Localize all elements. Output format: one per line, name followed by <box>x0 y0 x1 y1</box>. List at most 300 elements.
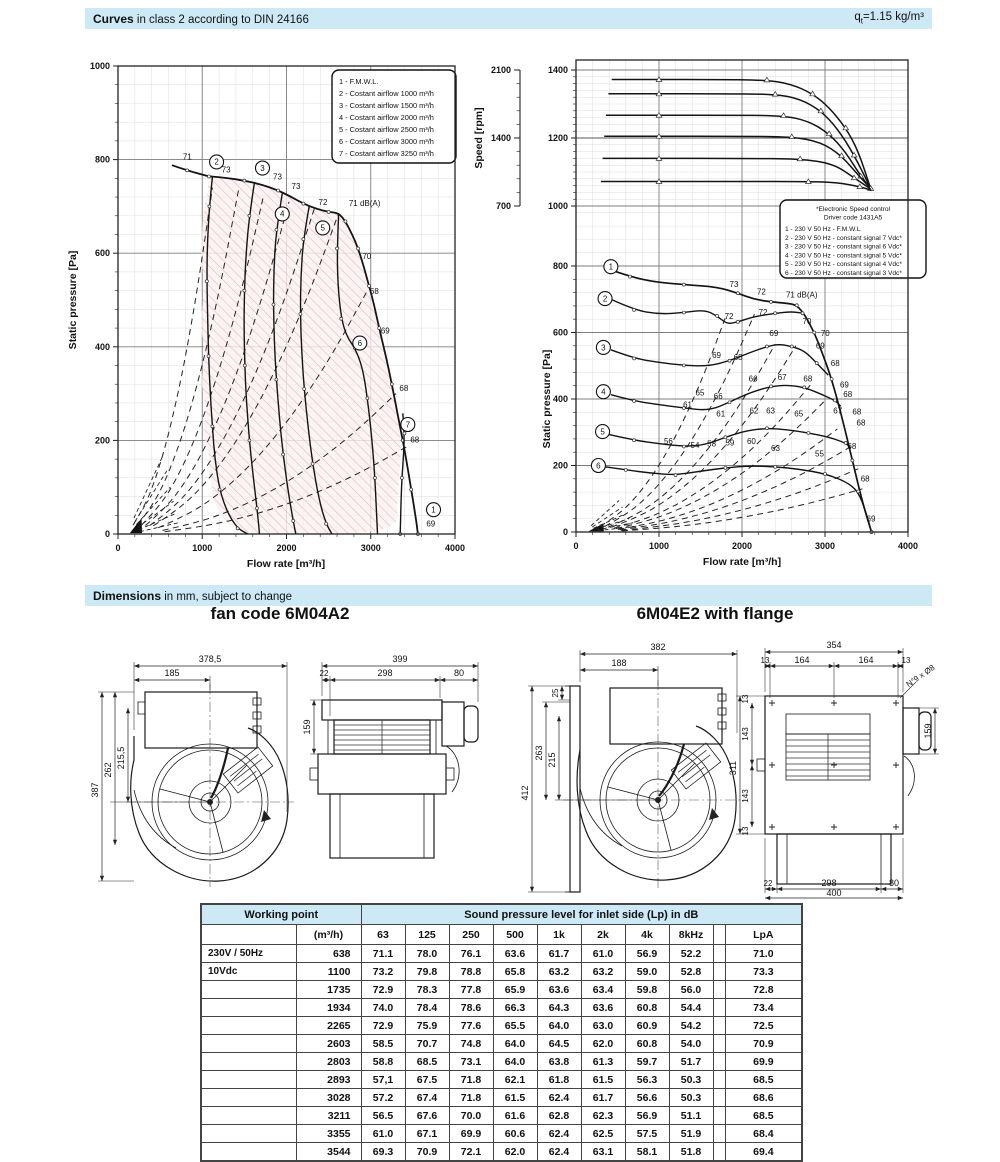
table-cell: 1100 <box>296 963 361 981</box>
table-cell: 79.8 <box>405 963 449 981</box>
table-cell: 63.0 <box>581 1017 625 1035</box>
table-cell: 65.9 <box>493 981 537 999</box>
svg-text:700: 700 <box>495 201 511 211</box>
dim-382: 382 <box>650 642 666 652</box>
svg-text:55: 55 <box>815 449 824 459</box>
svg-text:68: 68 <box>399 383 409 393</box>
table-cell: 3028 <box>296 1089 361 1107</box>
table-cell: 73.1 <box>449 1053 493 1071</box>
svg-text:68: 68 <box>852 407 862 417</box>
table-cell: 64.0 <box>537 1017 581 1035</box>
table-column-header <box>713 925 725 945</box>
table-cell <box>201 1017 296 1035</box>
drawing-title-left: fan code 6M04A2 <box>210 604 350 623</box>
table-cell: 60.8 <box>625 1035 669 1053</box>
svg-text:0: 0 <box>104 529 110 539</box>
table-group-working-point: Working point <box>201 904 361 925</box>
table-cell: 75.9 <box>405 1017 449 1035</box>
table-column-header: 8kHz <box>669 925 713 945</box>
table-cell: 71.8 <box>449 1089 493 1107</box>
svg-text:60: 60 <box>746 437 756 447</box>
table-cell: 51.8 <box>669 1143 713 1162</box>
curves-header-band <box>85 8 932 29</box>
table-cell: 1934 <box>296 999 361 1017</box>
dimensions-header-title: Dimensions in mm, subject to change <box>93 588 293 603</box>
table-cell: 62.1 <box>493 1071 537 1089</box>
svg-text:61: 61 <box>683 400 692 410</box>
svg-text:6: 6 <box>357 338 363 348</box>
table-row <box>201 1143 802 1162</box>
svg-text:69: 69 <box>380 326 390 336</box>
svg-text:3: 3 <box>601 343 606 353</box>
table-cell: 58.1 <box>625 1143 669 1162</box>
dim-262: 262 <box>103 762 113 778</box>
svg-text:600: 600 <box>552 327 568 338</box>
table-cell: 73.3 <box>725 963 802 981</box>
table-cell: 70.9 <box>725 1035 802 1053</box>
table-cell: 54.0 <box>669 1035 713 1053</box>
table-cell <box>713 1017 725 1035</box>
table-cell: 63.6 <box>537 981 581 999</box>
table-cell: 60.9 <box>625 1017 669 1035</box>
table-row <box>201 981 802 999</box>
table-cell: 69.9 <box>725 1053 802 1071</box>
svg-text:68: 68 <box>733 352 743 362</box>
table-cell: 70.7 <box>405 1035 449 1053</box>
svg-text:2 - 230 V 50 Hz - constant sig: 2 - 230 V 50 Hz - constant signal 7 Vdc* <box>785 234 902 242</box>
table-cell: 63.6 <box>493 945 537 963</box>
svg-text:71 dB(A): 71 dB(A) <box>785 290 818 300</box>
svg-text:73: 73 <box>221 165 231 175</box>
svg-text:2000: 2000 <box>731 541 753 551</box>
table-cell: 68.4 <box>725 1125 802 1143</box>
svg-text:5 - 230 V 50 Hz - constant sig: 5 - 230 V 50 Hz - constant signal 4 Vdc* <box>785 261 902 269</box>
table-cell: 63.1 <box>581 1143 625 1162</box>
svg-text:Static pressure [Pa]: Static pressure [Pa] <box>67 250 79 350</box>
table-cell: 73.4 <box>725 999 802 1017</box>
dim-412: 412 <box>520 785 530 801</box>
svg-text:2100: 2100 <box>490 65 511 75</box>
dim-298b: 298 <box>821 878 837 888</box>
svg-text:73: 73 <box>291 182 301 192</box>
svg-text:62: 62 <box>749 406 759 416</box>
svg-text:200: 200 <box>94 435 110 446</box>
dim-80: 80 <box>453 668 465 678</box>
table-row <box>201 1089 802 1107</box>
dim-164: 164 <box>794 655 810 665</box>
table-cell <box>201 1053 296 1071</box>
table-cell: 70.9 <box>405 1143 449 1162</box>
table-cell <box>201 999 296 1017</box>
svg-text:68: 68 <box>830 358 840 368</box>
svg-text:7: 7 <box>405 420 411 430</box>
table-cell: 65.8 <box>493 963 537 981</box>
table-cell <box>201 1107 296 1125</box>
table-cell: 61.8 <box>537 1071 581 1089</box>
drawing-title-right: 6M04E2 with flange <box>636 604 794 623</box>
svg-text:63: 63 <box>771 443 780 453</box>
svg-text:4: 4 <box>601 387 606 397</box>
table-row <box>201 999 802 1017</box>
svg-text:73: 73 <box>729 279 739 289</box>
svg-text:1400: 1400 <box>490 133 511 143</box>
table-row <box>201 1017 802 1035</box>
svg-text:68: 68 <box>369 286 379 296</box>
svg-text:69: 69 <box>426 519 436 529</box>
svg-text:3000: 3000 <box>814 541 836 551</box>
svg-text:1000: 1000 <box>547 201 568 211</box>
svg-text:Speed [rpm]: Speed [rpm] <box>473 107 485 169</box>
table-cell: 62.5 <box>581 1125 625 1143</box>
table-cell: 56.9 <box>625 1107 669 1125</box>
table-cell: 69.3 <box>361 1143 405 1162</box>
table-cell: 63.4 <box>581 981 625 999</box>
table-cell <box>713 1125 725 1143</box>
table-cell: 10Vdc <box>201 963 296 981</box>
table-cell: 64.5 <box>537 1035 581 1053</box>
front-view <box>310 700 478 858</box>
table-cell: 78.8 <box>449 963 493 981</box>
dim-378-5: 378,5 <box>198 654 222 664</box>
svg-text:5 - Costant airflow 2500 m³/h: 5 - Costant airflow 2500 m³/h <box>339 125 434 134</box>
svg-text:1400: 1400 <box>547 65 568 75</box>
table-cell: 62.3 <box>581 1107 625 1125</box>
svg-text:1200: 1200 <box>547 133 568 143</box>
svg-text:68: 68 <box>803 374 813 384</box>
table-cell: 2603 <box>296 1035 361 1053</box>
dim-400: 400 <box>826 888 842 898</box>
table-cell <box>201 1071 296 1089</box>
svg-text:1000: 1000 <box>648 541 670 551</box>
svg-text:70: 70 <box>362 251 372 261</box>
table-cell: 59.0 <box>625 963 669 981</box>
svg-text:800: 800 <box>552 261 568 271</box>
table-cell: 67.1 <box>405 1125 449 1143</box>
dim-143: 143 <box>741 727 750 741</box>
table-cell: 72.9 <box>361 981 405 999</box>
svg-text:600: 600 <box>94 248 110 259</box>
table-cell <box>201 1035 296 1053</box>
table-cell <box>201 1089 296 1107</box>
table-cell <box>713 1053 725 1071</box>
table-row <box>201 963 802 981</box>
svg-text:67: 67 <box>777 373 787 383</box>
dim-13: 13 <box>760 656 770 665</box>
table-cell: 64.3 <box>537 999 581 1017</box>
table-cell: 56.9 <box>625 945 669 963</box>
svg-text:*Electronic Speed control: *Electronic Speed control <box>815 206 891 213</box>
svg-text:61: 61 <box>716 409 726 419</box>
table-row <box>201 945 802 963</box>
table-cell: 71.0 <box>725 945 802 963</box>
table-cell <box>201 1143 296 1162</box>
table-cell: 77.8 <box>449 981 493 999</box>
svg-text:72: 72 <box>756 287 766 297</box>
svg-text:2000: 2000 <box>276 543 297 553</box>
svg-text:2 - Costant airflow 1000 m³/h: 2 - Costant airflow 1000 m³/h <box>339 89 434 98</box>
table-cell: 78.6 <box>449 999 493 1017</box>
table-cell: 73.2 <box>361 963 405 981</box>
table-cell: 63.6 <box>581 999 625 1017</box>
table-cell: 69.4 <box>725 1143 802 1162</box>
table-cell: 58.5 <box>361 1035 405 1053</box>
svg-text:73: 73 <box>273 172 282 182</box>
table-cell: 76.1 <box>449 945 493 963</box>
svg-text:5: 5 <box>600 427 605 437</box>
svg-text:66: 66 <box>748 374 758 384</box>
svg-text:68: 68 <box>847 441 857 451</box>
svg-text:0: 0 <box>115 543 121 553</box>
dim-263: 263 <box>534 745 544 761</box>
dim-311: 311 <box>728 760 738 776</box>
svg-text:1: 1 <box>431 505 436 515</box>
svg-text:200: 200 <box>552 460 568 471</box>
table-cell: 66.3 <box>493 999 537 1017</box>
svg-text:4: 4 <box>280 209 285 219</box>
dim-13b: 13 <box>901 656 911 665</box>
table-cell: 52.8 <box>669 963 713 981</box>
svg-text:3: 3 <box>260 163 265 173</box>
table-cell: 62.0 <box>581 1035 625 1053</box>
table-cell: 67.4 <box>405 1089 449 1107</box>
svg-text:5: 5 <box>320 223 325 233</box>
svg-text:69: 69 <box>815 341 825 351</box>
svg-text:63: 63 <box>766 406 775 416</box>
table-cell: 68.5 <box>725 1071 802 1089</box>
table-cell: 3355 <box>296 1125 361 1143</box>
svg-text:66: 66 <box>713 392 723 401</box>
table-cell: 69.9 <box>449 1125 493 1143</box>
table-cell: 63.2 <box>537 963 581 981</box>
table-cell: 51.7 <box>669 1053 713 1071</box>
table-cell: 67.5 <box>405 1071 449 1089</box>
dim-215-5: 215,5 <box>116 746 126 770</box>
table-row <box>201 1053 802 1071</box>
svg-text:7 - Costant airflow 3250 m³/h: 7 - Costant airflow 3250 m³/h <box>339 149 434 158</box>
front-view-flanged <box>757 696 931 884</box>
svg-text:Static pressure [Pa]: Static pressure [Pa] <box>541 349 553 449</box>
svg-text:71: 71 <box>182 152 192 162</box>
dim-80b: 80 <box>888 878 900 888</box>
table-cell <box>713 981 725 999</box>
table-cell: 61.7 <box>581 1089 625 1107</box>
table-cell <box>713 1107 725 1125</box>
table-cell: 68.5 <box>405 1053 449 1071</box>
svg-text:1 - 230 V 50 Hz - F.M.W.L: 1 - 230 V 50 Hz - F.M.W.L <box>785 226 861 233</box>
table-cell: 1735 <box>296 981 361 999</box>
table-cell <box>713 999 725 1017</box>
svg-text:6 - Costant airflow 3000 m³/h: 6 - Costant airflow 3000 m³/h <box>339 137 434 146</box>
svg-text:6 - 230 V 50 Hz - constant sig: 6 - 230 V 50 Hz - constant signal 3 Vdc* <box>785 270 902 277</box>
table-cell: 78.3 <box>405 981 449 999</box>
svg-text:56: 56 <box>663 437 673 447</box>
table-cell: 68.6 <box>725 1089 802 1107</box>
table-cell: 54.2 <box>669 1017 713 1035</box>
table-cell: 51.9 <box>669 1125 713 1143</box>
svg-text:800: 800 <box>94 154 110 165</box>
table-column-header: 1k <box>537 925 581 945</box>
performance-curves-chart <box>60 48 465 576</box>
svg-text:Flow rate [m³/h]: Flow rate [m³/h] <box>702 556 782 568</box>
table-cell: 74.0 <box>361 999 405 1017</box>
svg-text:68: 68 <box>843 390 853 400</box>
dimensions-header-band <box>85 585 932 606</box>
svg-text:Flow rate [m³/h]: Flow rate [m³/h] <box>246 558 326 570</box>
table-cell: 61.5 <box>493 1089 537 1107</box>
svg-text:1 - F.M.W.L.: 1 - F.M.W.L. <box>339 77 379 86</box>
table-cell: 72.8 <box>725 981 802 999</box>
table-cell: 61.3 <box>581 1053 625 1071</box>
svg-text:4 - 230 V 50 Hz - constant sig: 4 - 230 V 50 Hz - constant signal 5 Vdc* <box>785 252 902 260</box>
svg-text:3 - Costant airflow 1500 m³/h: 3 - Costant airflow 1500 m³/h <box>339 101 434 110</box>
table-cell: 56.6 <box>625 1089 669 1107</box>
table-cell: 68.5 <box>725 1107 802 1125</box>
svg-text:72: 72 <box>758 308 768 318</box>
table-cell: 61.0 <box>581 945 625 963</box>
svg-text:58: 58 <box>707 439 717 449</box>
svg-text:68: 68 <box>410 435 420 445</box>
table-cell: 230V / 50Hz <box>201 945 296 963</box>
table-cell: 71.8 <box>449 1071 493 1089</box>
air-density-value: $q_t=1.15$ kg/m³ <box>854 11 924 26</box>
dim-387: 387 <box>90 782 100 798</box>
table-row <box>201 1125 802 1143</box>
table-row <box>201 1071 802 1089</box>
table-cell <box>201 981 296 999</box>
table-column-header: 2k <box>581 925 625 945</box>
svg-text:1000: 1000 <box>192 543 213 553</box>
svg-text:2: 2 <box>214 157 219 167</box>
table-cell: 77.6 <box>449 1017 493 1035</box>
dim-354: 354 <box>826 640 842 650</box>
svg-text:4000: 4000 <box>444 543 466 553</box>
svg-text:70: 70 <box>802 316 812 326</box>
table-cell: 52.2 <box>669 945 713 963</box>
table-cell: 3211 <box>296 1107 361 1125</box>
table-cell: 2893 <box>296 1071 361 1089</box>
table-cell: 56.0 <box>669 981 713 999</box>
svg-text:2: 2 <box>602 294 608 304</box>
table-cell: 50.3 <box>669 1071 713 1089</box>
table-cell: 62.0 <box>493 1143 537 1162</box>
table-cell: 58.8 <box>361 1053 405 1071</box>
svg-text:67: 67 <box>833 406 843 416</box>
table-cell: 60.6 <box>493 1125 537 1143</box>
sound-table-head <box>201 904 802 945</box>
table-column-header: 4k <box>625 925 669 945</box>
table-cell: 78.4 <box>405 999 449 1017</box>
table-cell: 72.5 <box>725 1017 802 1035</box>
svg-text:1: 1 <box>608 262 614 272</box>
table-cell <box>713 945 725 963</box>
table-cell: 57,1 <box>361 1071 405 1089</box>
table-cell: 57.5 <box>625 1125 669 1143</box>
table-column-header <box>201 925 296 945</box>
scroll-side-view <box>126 684 294 887</box>
svg-text:72: 72 <box>724 312 734 322</box>
svg-text:3 - 230 V 50 Hz - constant sig: 3 - 230 V 50 Hz - constant signal 6 Vdc* <box>785 243 902 251</box>
table-cell <box>713 963 725 981</box>
svg-text:1000: 1000 <box>89 61 110 71</box>
table-cell <box>713 1143 725 1162</box>
table-cell: 54.4 <box>669 999 713 1017</box>
table-row <box>201 1035 802 1053</box>
dim-25: 25 <box>551 688 560 698</box>
table-cell: 63.2 <box>581 963 625 981</box>
table-cell: 61.5 <box>581 1071 625 1089</box>
drawing-6M04A2 <box>88 640 488 890</box>
table-cell: 62.8 <box>537 1107 581 1125</box>
table-cell: 64.0 <box>493 1053 537 1071</box>
dim-holes-note: N°9 x Ø8 <box>904 662 937 689</box>
dim-159b: 159 <box>923 723 933 739</box>
table-cell: 64.0 <box>493 1035 537 1053</box>
dim-159: 159 <box>302 719 312 735</box>
table-column-header: 250 <box>449 925 493 945</box>
svg-text:400: 400 <box>552 394 568 404</box>
dim-143b: 143 <box>741 789 750 803</box>
table-cell: 74.8 <box>449 1035 493 1053</box>
table-cell: 60.8 <box>625 999 669 1017</box>
table-cell: 2265 <box>296 1017 361 1035</box>
svg-text:400: 400 <box>94 341 110 352</box>
table-column-header: 500 <box>493 925 537 945</box>
table-cell: 2803 <box>296 1053 361 1071</box>
table-cell: 56.3 <box>625 1071 669 1089</box>
table-cell: 63.8 <box>537 1053 581 1071</box>
table-cell: 65.5 <box>493 1017 537 1035</box>
table-cell: 71.1 <box>361 945 405 963</box>
dim-185: 185 <box>164 668 180 678</box>
svg-text:4000: 4000 <box>897 541 919 551</box>
dim-188: 188 <box>611 658 627 668</box>
svg-text:4 - Costant airflow 2000 m³/h: 4 - Costant airflow 2000 m³/h <box>339 113 434 122</box>
svg-text:69: 69 <box>769 328 779 338</box>
table-cell <box>713 1089 725 1107</box>
drawing-6M04E2 <box>518 638 942 900</box>
table-cell <box>713 1035 725 1053</box>
svg-text:65: 65 <box>695 388 705 398</box>
svg-text:71 dB(A): 71 dB(A) <box>348 198 381 208</box>
table-cell: 61.7 <box>537 945 581 963</box>
table-cell: 78.0 <box>405 945 449 963</box>
svg-text:70: 70 <box>820 328 830 338</box>
speed-pressure-chart <box>468 48 935 576</box>
table-cell: 638 <box>296 945 361 963</box>
table-cell: 51.1 <box>669 1107 713 1125</box>
dim-22: 22 <box>319 669 329 678</box>
table-cell: 59.8 <box>625 981 669 999</box>
table-cell: 67.6 <box>405 1107 449 1125</box>
svg-text:65: 65 <box>794 409 804 419</box>
table-cell: 72.9 <box>361 1017 405 1035</box>
svg-text:68: 68 <box>856 418 866 428</box>
table-column-header: (m³/h) <box>296 925 361 945</box>
table-cell: 61.0 <box>361 1125 405 1143</box>
left-view-dimensions <box>90 654 287 881</box>
dim-164b: 164 <box>858 655 874 665</box>
front-view-dimensions-flanged <box>728 640 939 898</box>
table-cell: 70.0 <box>449 1107 493 1125</box>
svg-text:3000: 3000 <box>360 543 381 553</box>
table-cell: 3544 <box>296 1143 361 1162</box>
svg-text:0: 0 <box>562 527 568 537</box>
svg-text:Driver code 1431A5: Driver code 1431A5 <box>823 214 883 222</box>
table-cell: 56.5 <box>361 1107 405 1125</box>
table-cell: 62.4 <box>537 1125 581 1143</box>
table-column-header: LpA <box>725 925 802 945</box>
sound-table-body <box>201 945 802 1162</box>
